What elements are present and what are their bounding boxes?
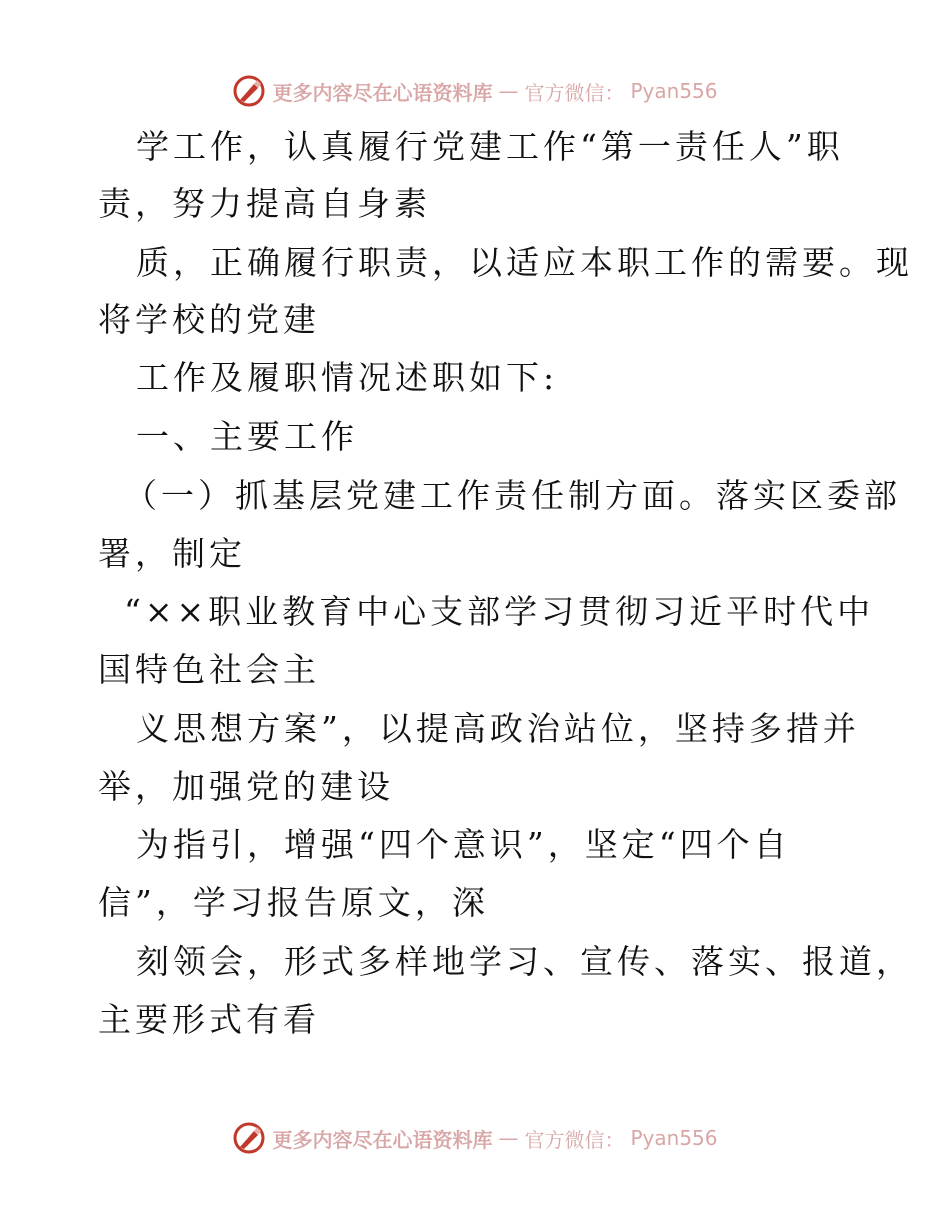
body-line: 质，正确履行职责，以适应本职工作的需要。现 [136,243,913,282]
pen-logo-icon [232,1121,266,1155]
body-line: 责，努力提高自身素 [98,184,431,223]
watermark-wechat-label: 官方微信： [524,1127,625,1152]
subsection-heading: （一）抓基层党建工作责任制方面。落实区委部 [124,476,901,515]
pen-logo-icon [232,74,266,108]
watermark-wechat-id: Pyan556 [630,79,718,103]
watermark-separator: — [498,79,519,103]
section-heading: 一、主要工作 [136,417,358,456]
body-line: 工作及履职情况述职如下: [136,358,559,397]
body-line: 署，制定 [98,534,246,573]
body-line: 将学校的党建 [98,300,320,339]
body-line: 学工作，认真履行党建工作“第一责任人”职 [136,127,844,166]
body-line: 国特色社会主 [98,650,320,689]
body-line: 义思想方案”，以提高政治站位，坚持多措并 [136,709,860,748]
footer-watermark [0,1116,950,1160]
watermark-wechat-label: 官方微信： [524,80,625,105]
body-line: 举，加强党的建设 [98,767,394,806]
watermark-text: 更多内容尽在心语资料库 [272,80,493,105]
body-line: 为指引，增强“四个意识”，坚定“四个自 [136,825,791,864]
watermark-separator: — [498,1126,519,1150]
body-line: 主要形式有看 [98,1000,320,1039]
watermark-wechat-id: Pyan556 [630,1126,718,1150]
body-line: “××职业教育中心支部学习贯彻习近平时代中 [124,592,875,631]
body-line: 信”，学习报告原文，深 [98,883,489,922]
watermark-text: 更多内容尽在心语资料库 [272,1127,493,1152]
header-watermark [0,69,950,113]
body-line: 刻领会，形式多样地学习、宣传、落实、报道， [136,942,913,981]
